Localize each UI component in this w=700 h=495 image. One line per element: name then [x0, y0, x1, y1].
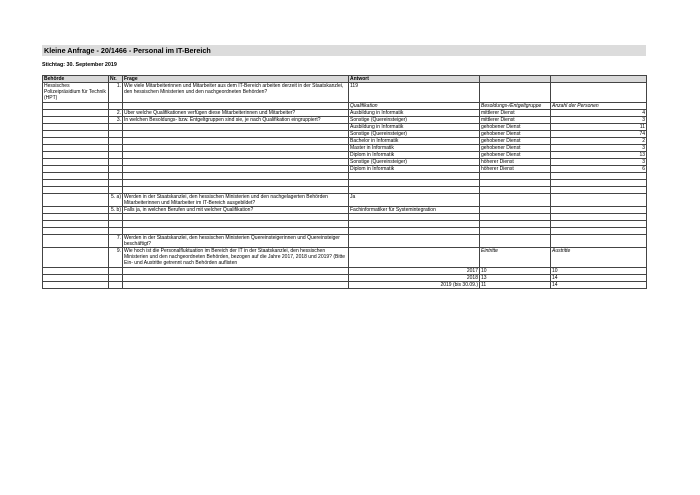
- q2-nr: 2.: [109, 110, 123, 117]
- gruppe-cell: gehobener Dienst: [480, 152, 551, 159]
- table-header: [43, 76, 647, 83]
- q5b-text: Falls ja, in welchen Berufen und mit welcher Qualifikation?: [123, 207, 349, 214]
- header-frage: Frage: [123, 76, 349, 83]
- jahr-cell: 2017: [349, 268, 480, 275]
- austritte-cell: 10: [551, 268, 647, 275]
- table-row: [43, 235, 647, 248]
- table-row: [43, 166, 647, 173]
- q3-text: In welchen Besoldungs- bzw. Entgeltgruppen sind sie, je nach Qualifikation eingruppiert?: [123, 117, 349, 124]
- table-row: [43, 268, 647, 275]
- page-title: Kleine Anfrage - 20/1466 - Personal im IT-Bereich: [42, 45, 646, 56]
- eintritte-header: Eintritte: [480, 248, 551, 268]
- table-row: [43, 131, 647, 138]
- table-row: [43, 214, 647, 221]
- table-row: [43, 207, 647, 214]
- q5a-nr: 5. a): [109, 194, 123, 207]
- anzahl-cell: 4: [551, 110, 647, 117]
- table-row: [43, 248, 647, 268]
- anzahl-cell: 13: [551, 152, 647, 159]
- q1-text: Wie viele Mitarbeiterinnen und Mitarbeiter aus dem IT-Bereich arbeiten derzeit in der Staatskanzlei, den hessischen Ministerien und den nachgeordneten Behörden?: [123, 83, 349, 103]
- gruppe-cell: gehobener Dienst: [480, 131, 551, 138]
- table-row: [43, 83, 647, 103]
- eintritte-cell: 11: [480, 282, 551, 289]
- gruppe-cell: höherer Dienst: [480, 159, 551, 166]
- table-row: [43, 282, 647, 289]
- table-row: [43, 110, 647, 117]
- q3-nr: 3.: [109, 117, 123, 124]
- table-row: [43, 152, 647, 159]
- q1-answer: 119: [349, 83, 480, 103]
- qual-cell: Bachelor in Informatik: [349, 138, 480, 145]
- austritte-cell: 14: [551, 282, 647, 289]
- qual-cell: Sonstige (Quereinsteiger): [349, 117, 480, 124]
- table-row: [43, 124, 647, 131]
- anzahl-cell: 74: [551, 131, 647, 138]
- gruppe-cell: mittlerer Dienst: [480, 117, 551, 124]
- table-row: [43, 138, 647, 145]
- header-antwort: Antwort: [349, 76, 480, 83]
- qual-cell: Master in Informatik: [349, 145, 480, 152]
- anzahl-cell: 3: [551, 117, 647, 124]
- table-row: [43, 228, 647, 235]
- stichtag-date: Stichtag: 30. September 2019: [42, 62, 117, 68]
- q5b-nr: 5. b): [109, 207, 123, 214]
- q5a-text: Werden in der Staatskanzlei, den hessischen Ministerien und den nachgelagerten Behörden Mitarbeiterinnen und Mitarbeiter im IT-Bereich ausgebildet?: [123, 194, 349, 207]
- sub-header-gruppe: Besoldungs-/Entgeltgruppe: [480, 103, 551, 110]
- table-row: [43, 194, 647, 207]
- sub-header-qual: Qualifikation: [349, 103, 480, 110]
- austritte-header: Austritte: [551, 248, 647, 268]
- table-row: [43, 145, 647, 152]
- anzahl-cell: 3: [551, 145, 647, 152]
- gruppe-cell: mittlerer Dienst: [480, 110, 551, 117]
- q1-nr: 1.: [109, 83, 123, 103]
- q9-nr: 9.: [109, 248, 123, 268]
- q9-text: Wie hoch ist die Personalfluktuation im Bereich der IT in der Staatskanzlei, den hessischen Ministerien und den nachgeordneten Behörden, bezogen auf die Jahre 2017, 2018 und 2019? (Bitte Ein- und Austritte getrennt nach Behörden auflisten: [123, 248, 349, 268]
- table-row: [43, 275, 647, 282]
- jahr-cell: 2019 (bis 30.09.): [349, 282, 480, 289]
- eintritte-cell: 10: [480, 268, 551, 275]
- q5a-answer: Ja: [349, 194, 480, 207]
- table-row: [43, 117, 647, 124]
- gruppe-cell: gehobener Dienst: [480, 138, 551, 145]
- table-row: [43, 221, 647, 228]
- anzahl-cell: 2: [551, 138, 647, 145]
- qual-cell: Diplom in Informatik: [349, 152, 480, 159]
- table-row: [43, 159, 647, 166]
- anzahl-cell: 11: [551, 124, 647, 131]
- qual-cell: Sonstige (Quereinsteiger): [349, 159, 480, 166]
- table-row: [43, 173, 647, 180]
- q7-text: Werden in der Staatskanzlei, den hessischen Ministerien Quereinsteigerinnen und Quereinsteiger beschäftigt?: [123, 235, 349, 248]
- austritte-cell: 14: [551, 275, 647, 282]
- personal-table: [42, 75, 647, 289]
- gruppe-cell: gehobener Dienst: [480, 124, 551, 131]
- anzahl-cell: 6: [551, 166, 647, 173]
- qual-cell: Sonstige (Quereinsteiger): [349, 131, 480, 138]
- eintritte-cell: 13: [480, 275, 551, 282]
- header-nr: Nr.: [109, 76, 123, 83]
- qual-cell: Ausbildung in Informatik: [349, 124, 480, 131]
- gruppe-cell: gehobener Dienst: [480, 145, 551, 152]
- sub-header-anzahl: Anzahl der Personen: [551, 103, 647, 110]
- q2-text: Über welche Qualifikationen verfügen diese Mitarbeiterinnen und Mitarbeiter?: [123, 110, 349, 117]
- q5b-answer: Fachinformatiker für Systemintegration: [349, 207, 480, 214]
- q7-nr: 7.: [109, 235, 123, 248]
- gruppe-cell: höherer Dienst: [480, 166, 551, 173]
- table-row: [43, 180, 647, 187]
- jahr-cell: 2018: [349, 275, 480, 282]
- table-row: [43, 103, 647, 110]
- qual-cell: Diplom in Informatik: [349, 166, 480, 173]
- table-row: [43, 187, 647, 194]
- behoerde-cell: Hessisches Polizeipräsidium für Technik (HPT): [43, 83, 109, 103]
- anzahl-cell: 3: [551, 159, 647, 166]
- header-behoerde: Behörde: [43, 76, 109, 83]
- qual-cell: Ausbildung in Informatik: [349, 110, 480, 117]
